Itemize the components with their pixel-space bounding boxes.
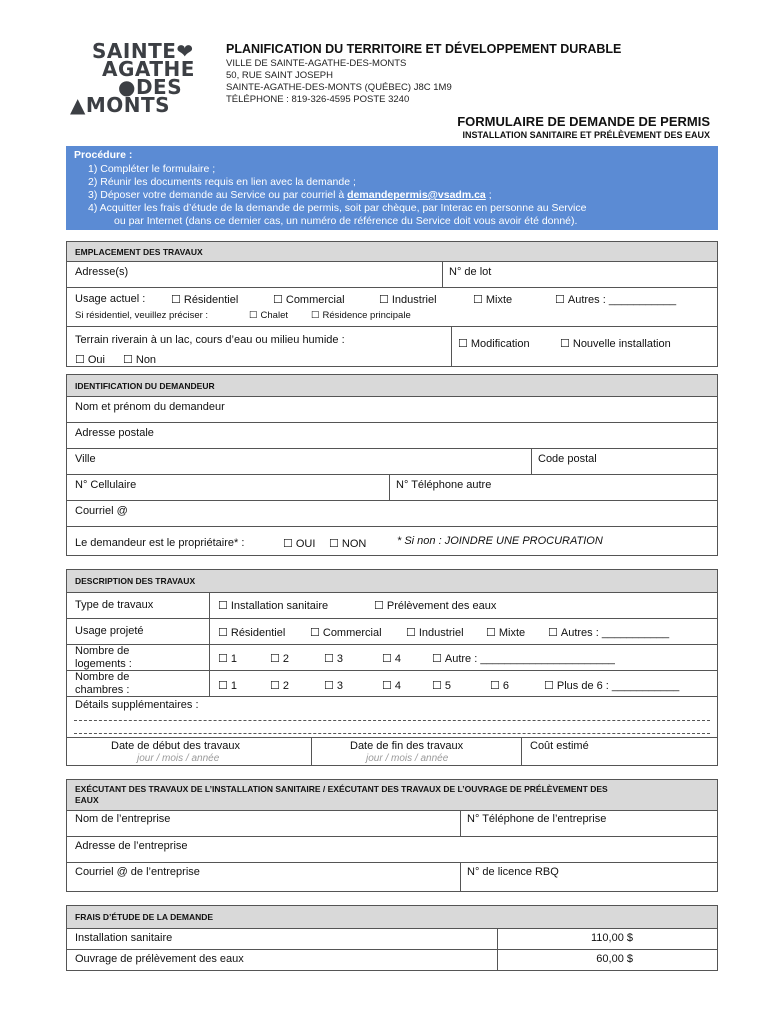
chambres-3-checkbox[interactable]: ☐ 3 xyxy=(324,679,343,692)
adresse-postale-row[interactable] xyxy=(66,422,718,449)
form-title: FORMULAIRE DE DEMANDE DE PERMIS xyxy=(457,114,710,129)
usage-projete-options xyxy=(209,619,670,644)
email-link[interactable]: demandepermis@vsadm.ca xyxy=(347,189,486,201)
frais-label: Ouvrage de prélèvement des eaux xyxy=(75,953,244,965)
prelevement-eaux-checkbox[interactable]: ☐ Prélèvement des eaux xyxy=(374,599,496,612)
chalet-checkbox[interactable]: ☐ Chalet xyxy=(249,310,288,321)
chambres-label-line: Nombre de xyxy=(75,671,130,683)
residentiel-label: Si résidentiel, veuillez préciser : xyxy=(75,310,209,321)
logements-autre-checkbox[interactable]: ☐ Autre : ______________________ xyxy=(432,652,615,665)
residence-principale-checkbox[interactable]: ☐ Résidence principale xyxy=(311,310,411,321)
details-row[interactable] xyxy=(66,696,718,738)
lot-field-label: N° de lot xyxy=(449,266,492,278)
logements-1-checkbox[interactable]: ☐ 1 xyxy=(218,652,237,665)
telephone-cell[interactable] xyxy=(389,475,492,500)
chambres-label xyxy=(75,671,129,697)
projete-residentiel-checkbox[interactable]: ☐ Résidentiel xyxy=(218,626,285,639)
logements-label-line: Nombre de xyxy=(75,645,130,657)
rbq-cell[interactable] xyxy=(460,863,559,891)
logo-line: AGATHE xyxy=(102,57,195,81)
date-fin-hint[interactable]: jour / mois / année xyxy=(366,753,449,764)
lot-cell[interactable] xyxy=(442,262,492,287)
usage-label: Usage actuel : xyxy=(75,293,146,305)
usage-commercial-checkbox[interactable]: ☐ Commercial xyxy=(273,293,345,306)
logements-row xyxy=(66,644,718,671)
logements-label-line: logements : xyxy=(75,658,132,670)
address-line: VILLE DE SAINTE-AGATHE-DES-MONTS xyxy=(226,58,407,69)
chambres-plus-checkbox[interactable]: ☐ Plus de 6 : ___________ xyxy=(544,679,679,692)
procedure-step-text: 3) Déposer votre demande au Service ou par courriel à xyxy=(88,189,348,201)
address-line: SAINTE-AGATHE-DES-MONTS (QUÉBEC) J8C 1M9 xyxy=(226,82,452,93)
projete-industriel-checkbox[interactable]: ☐ Industriel xyxy=(406,626,464,639)
procedure-title: Procédure : xyxy=(74,149,133,161)
ville-field-label: Ville xyxy=(75,453,96,465)
projete-mixte-checkbox[interactable]: ☐ Mixte xyxy=(486,626,525,639)
procedure-step-suffix: ; xyxy=(485,189,492,201)
date-fin-cell xyxy=(311,738,464,765)
code-postal-field-label: Code postal xyxy=(538,453,597,465)
logo-line: ▲MONTS xyxy=(70,93,171,117)
procuration-note: * Si non : JOINDRE UNE PROCURATION xyxy=(397,535,603,547)
usage-mixte-checkbox[interactable]: ☐ Mixte xyxy=(473,293,512,306)
procedure-step-cont: ou par Internet (dans ce dernier cas, un numéro de référence du Service doit vous avoir été donné). xyxy=(114,215,578,227)
frais-amount-cell xyxy=(497,929,717,949)
entreprise-telephone-cell[interactable] xyxy=(460,811,607,836)
usage-residentiel-checkbox[interactable]: ☐ Résidentiel xyxy=(171,293,238,306)
frais-amount-cell xyxy=(497,950,717,970)
adresse-postale-field-label: Adresse postale xyxy=(75,427,154,439)
riverain-row xyxy=(66,326,718,367)
nom-row[interactable] xyxy=(66,396,718,423)
details-line xyxy=(74,733,710,734)
address-field-label: Adresse(s) xyxy=(75,266,129,278)
code-postal-cell[interactable] xyxy=(531,449,597,474)
logo-line: ●DES xyxy=(118,75,183,99)
date-debut-label: Date de début des travaux xyxy=(111,740,241,752)
section-executant xyxy=(66,779,718,811)
procedure-step: 1) Compléter le formulaire ; xyxy=(88,163,216,175)
section-executant-title2: EAUX xyxy=(75,795,99,805)
address-row xyxy=(66,261,718,288)
proprietaire-non-checkbox[interactable]: ☐ NON xyxy=(329,537,366,550)
date-fin-label: Date de fin des travaux xyxy=(350,740,464,752)
type-travaux-row xyxy=(66,592,718,619)
usage-row xyxy=(66,287,718,327)
usage-projete-label: Usage projeté xyxy=(75,625,144,637)
courriel-row[interactable] xyxy=(66,500,718,527)
modification-checkbox[interactable]: ☐ Modification xyxy=(458,337,530,350)
chambres-5-checkbox[interactable]: ☐ 5 xyxy=(432,679,451,692)
entreprise-adresse-label: Adresse de l’entreprise xyxy=(75,840,188,852)
logements-2-checkbox[interactable]: ☐ 2 xyxy=(270,652,289,665)
section-demandeur: IDENTIFICATION DU DEMANDEUR xyxy=(66,374,718,397)
entreprise-telephone-label: N° Téléphone de l’entreprise xyxy=(467,813,607,825)
cout-cell[interactable] xyxy=(521,738,589,765)
chambres-options xyxy=(209,671,680,696)
chambres-label-line: chambres : xyxy=(75,684,130,696)
logements-4-checkbox[interactable]: ☐ 4 xyxy=(382,652,401,665)
entreprise-courriel-label: Courriel @ de l’entreprise xyxy=(75,866,200,878)
form-subtitle: INSTALLATION SANITAIRE ET PRÉLÈVEMENT DES EAUX xyxy=(462,130,710,140)
nouvelle-installation-checkbox[interactable]: ☐ Nouvelle installation xyxy=(560,337,671,350)
chambres-4-checkbox[interactable]: ☐ 4 xyxy=(382,679,401,692)
logements-options xyxy=(209,645,615,670)
usage-projete-row xyxy=(66,618,718,645)
procedure-step xyxy=(88,189,492,201)
department-title: PLANIFICATION DU TERRITOIRE ET DÉVELOPPEMENT DURABLE xyxy=(226,42,622,56)
courriel-field-label: Courriel @ xyxy=(75,505,128,517)
telephone-row xyxy=(66,474,718,501)
cellulaire-field-label: N° Cellulaire xyxy=(75,479,137,491)
proprietaire-row xyxy=(66,526,718,556)
section-emplacement: EMPLACEMENT DES TRAVAUX xyxy=(66,241,718,262)
frais-label: Installation sanitaire xyxy=(75,932,173,944)
details-line xyxy=(74,720,710,721)
type-cell xyxy=(451,327,671,366)
entreprise-adresse-row[interactable] xyxy=(66,836,718,863)
procedure-step: 4) Acquitter les frais d’étude de la demande de permis, soit par chèque, par Interac en personne au Service xyxy=(88,202,587,214)
ville-row xyxy=(66,448,718,475)
usage-autres-checkbox[interactable]: ☐ Autres : ___________ xyxy=(555,293,676,306)
projete-commercial-checkbox[interactable]: ☐ Commercial xyxy=(310,626,382,639)
section-frais: FRAIS D’ÉTUDE DE LA DEMANDE xyxy=(66,905,718,929)
logements-3-checkbox[interactable]: ☐ 3 xyxy=(324,652,343,665)
type-travaux-options xyxy=(209,593,497,618)
type-travaux-label: Type de travaux xyxy=(75,599,154,611)
riverain-label: Terrain riverain à un lac, cours d’eau ou milieu humide : xyxy=(75,334,345,346)
procedure-step: 2) Réunir les documents requis en lien avec la demande ; xyxy=(88,176,356,188)
nom-field-label: Nom et prénom du demandeur xyxy=(75,401,225,413)
date-debut-hint[interactable]: jour / mois / année xyxy=(137,753,220,764)
section-description: DESCRIPTION DES TRAVAUX xyxy=(66,569,718,593)
rbq-label: N° de licence RBQ xyxy=(467,866,559,878)
frais-row xyxy=(66,949,718,971)
usage-industriel-checkbox[interactable]: ☐ Industriel xyxy=(379,293,437,306)
riverain-non-checkbox[interactable]: ☐ Non xyxy=(123,353,156,366)
frais-amount: 110,00 $ xyxy=(590,932,633,944)
proprietaire-label: Le demandeur est le propriétaire* : xyxy=(75,537,245,549)
address-line: 50, RUE SAINT JOSEPH xyxy=(226,70,333,81)
logo-line: SAINTE❤ xyxy=(92,39,194,63)
logements-label xyxy=(75,645,132,671)
entreprise-row xyxy=(66,810,718,837)
chambres-6-checkbox[interactable]: ☐ 6 xyxy=(490,679,509,692)
projete-autres-checkbox[interactable]: ☐ Autres : ___________ xyxy=(548,626,669,639)
dates-row xyxy=(66,737,718,766)
chambres-2-checkbox[interactable]: ☐ 2 xyxy=(270,679,289,692)
installation-sanitaire-checkbox[interactable]: ☐ Installation sanitaire xyxy=(218,599,328,612)
details-label: Détails supplémentaires : xyxy=(75,699,199,711)
frais-row xyxy=(66,928,718,950)
telephone-field-label: N° Téléphone autre xyxy=(396,479,492,491)
entreprise-courriel-row xyxy=(66,862,718,892)
proprietaire-oui-checkbox[interactable]: ☐ OUI xyxy=(283,537,315,550)
riverain-oui-checkbox[interactable]: ☐ Oui xyxy=(75,353,105,366)
procedure-box xyxy=(66,146,718,230)
city-logo xyxy=(70,39,215,117)
chambres-1-checkbox[interactable]: ☐ 1 xyxy=(218,679,237,692)
entreprise-field-label: Nom de l’entreprise xyxy=(75,813,171,825)
chambres-row xyxy=(66,670,718,697)
phone-line: TÉLÉPHONE : 819-326-4595 POSTE 3240 xyxy=(226,94,410,105)
cout-label: Coût estimé xyxy=(530,740,589,752)
section-executant-title: EXÉCUTANT DES TRAVAUX DE L’INSTALLATION SANITAIRE / EXÉCUTANT DES TRAVAUX DE L’OUVRAGE DE PRÉLÈVEMENT DES xyxy=(75,784,608,794)
frais-amount: 60,00 $ xyxy=(596,953,633,965)
